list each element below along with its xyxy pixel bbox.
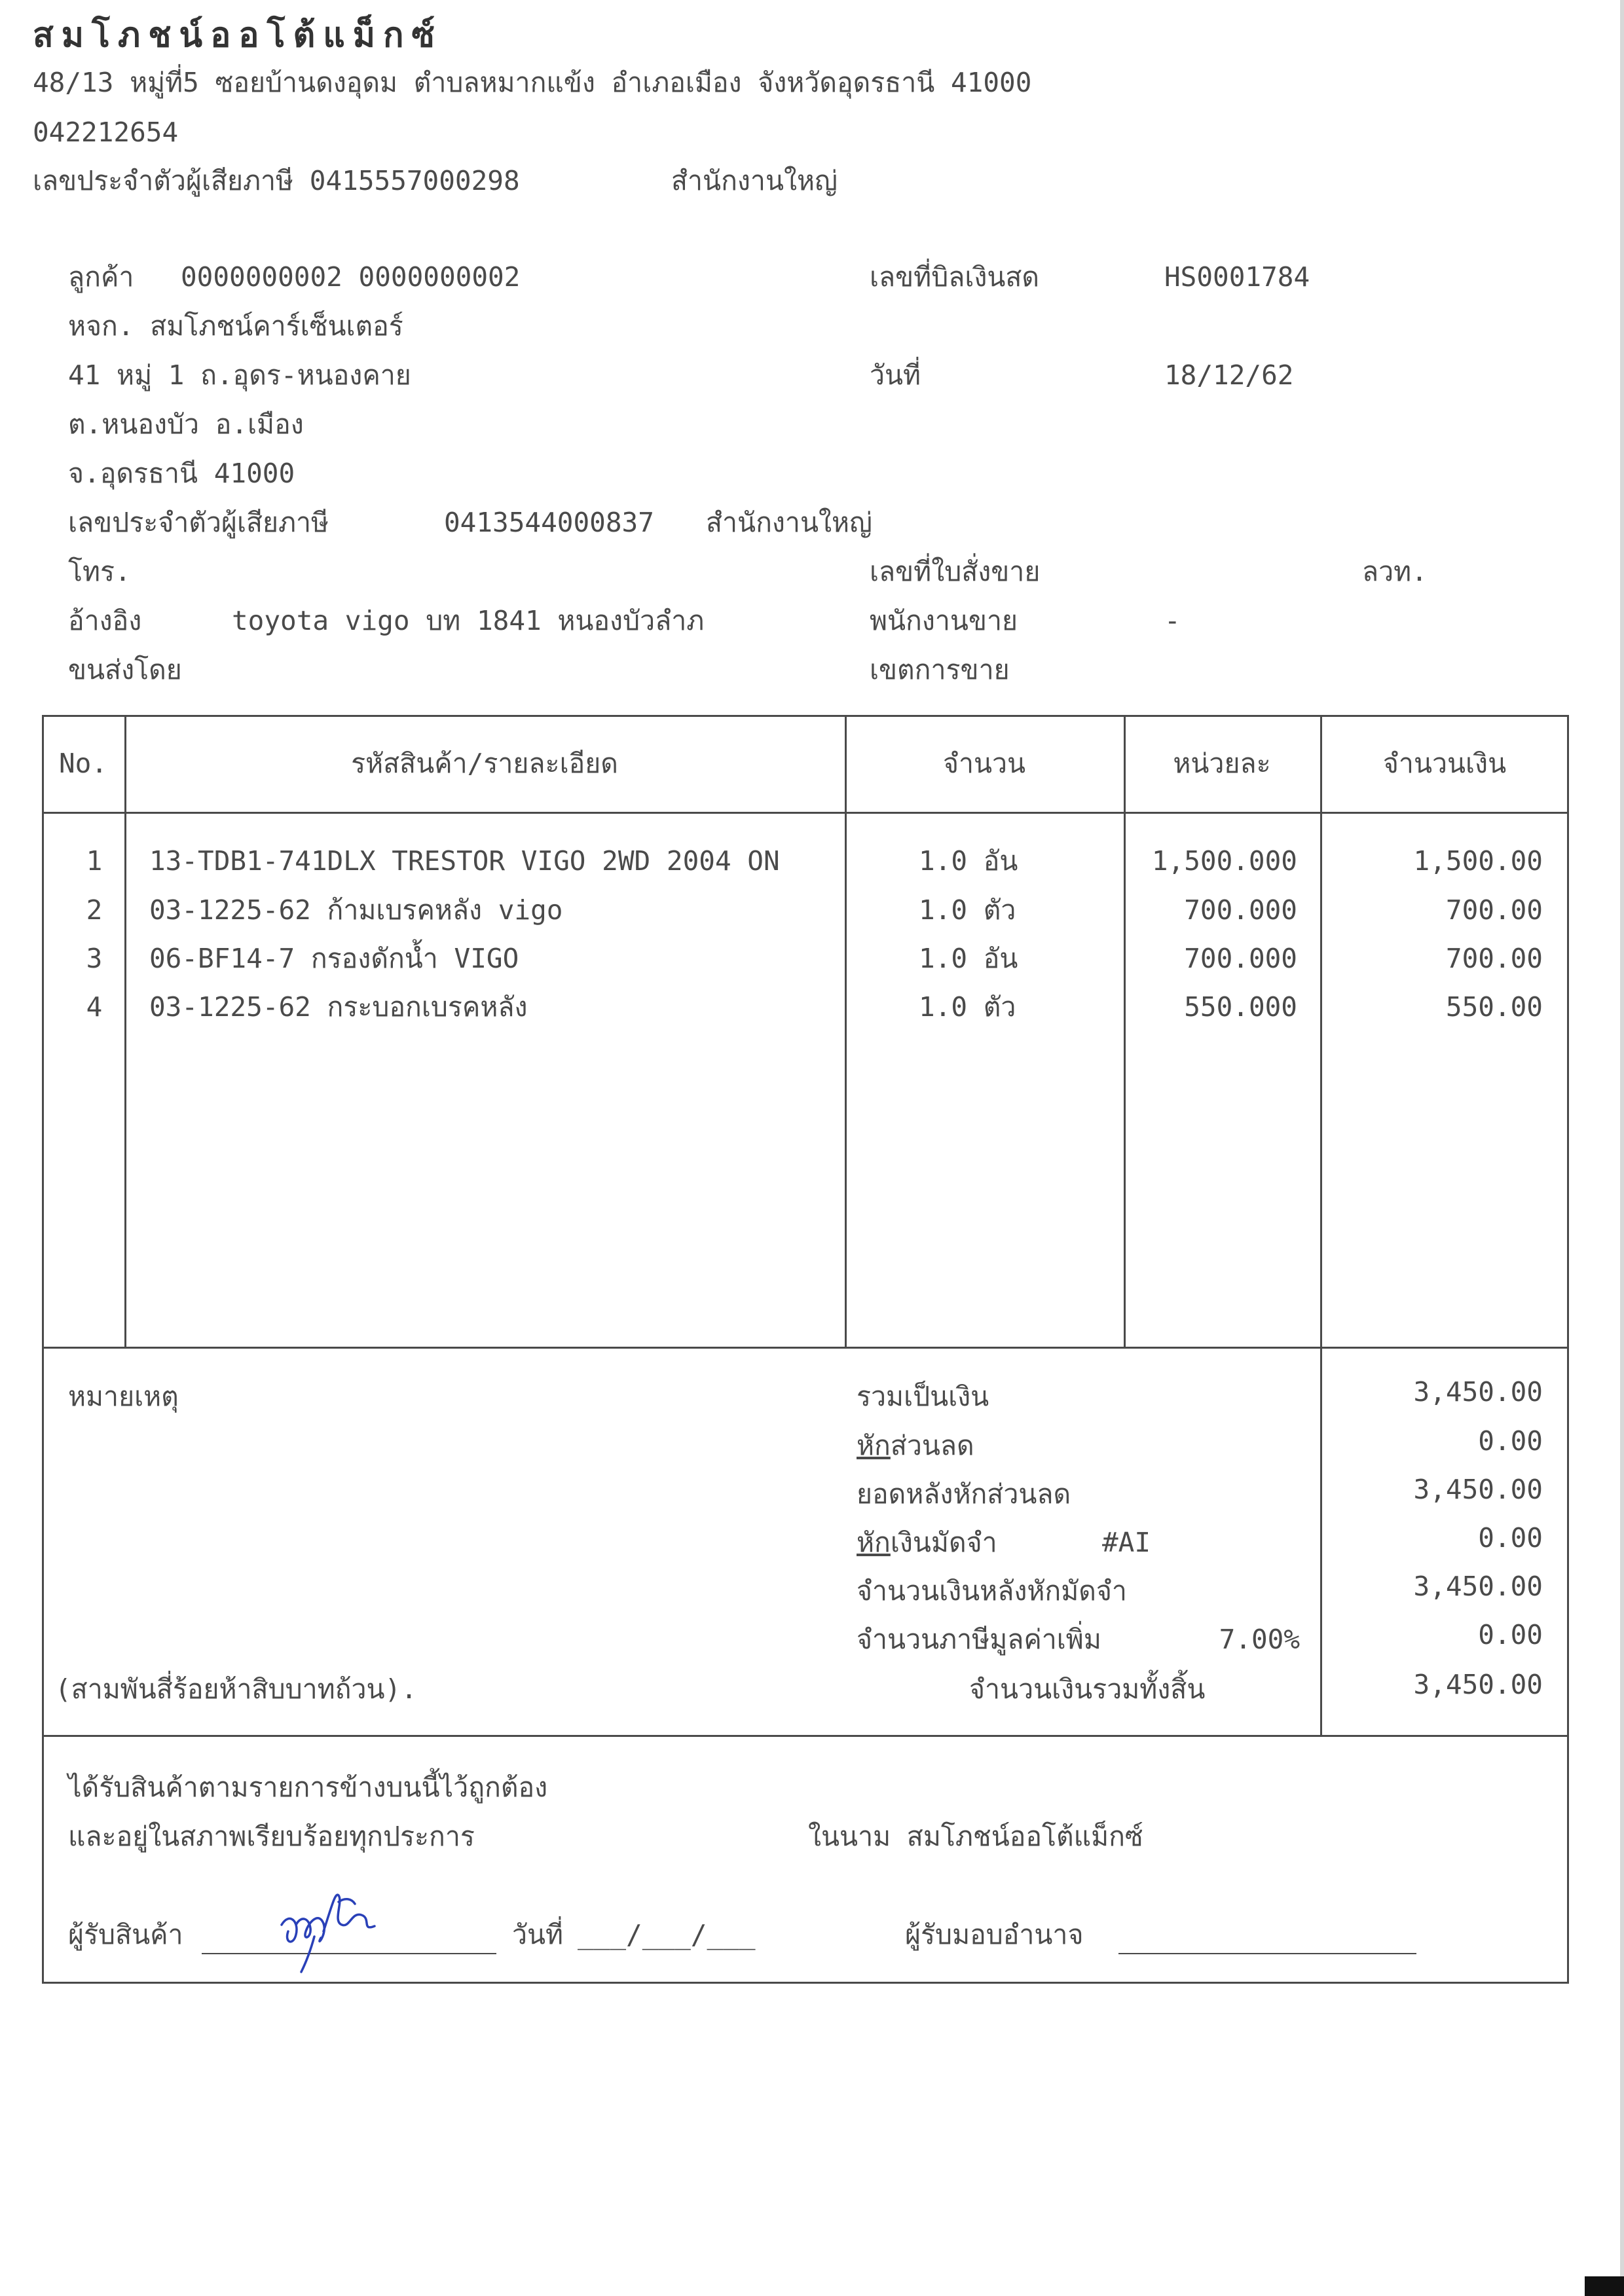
table-row-quantity: 1.0 ตัว <box>919 894 1016 926</box>
customer-address-2: ต.หนองบัว อ.เมือง <box>68 409 304 440</box>
col-divider-1 <box>124 715 126 1347</box>
customer-taxid: 0413544000837 <box>444 507 654 538</box>
deposit-label-prefix: หัก <box>857 1527 891 1558</box>
table-row-unit-price: 1,500.000 <box>1151 845 1297 877</box>
header-divider <box>42 812 1569 814</box>
receiver-label: ผู้รับสินค้า <box>68 1919 183 1950</box>
grand-total-value: 3,450.00 <box>1413 1669 1543 1700</box>
after-discount-value: 3,450.00 <box>1413 1474 1543 1505</box>
discount-label <box>857 1432 974 1459</box>
header-quantity: จำนวน <box>942 748 1026 779</box>
table-row-no: 3 <box>86 943 103 974</box>
sales-order-label: เลขที่ใบสั่งขาย <box>870 556 1041 587</box>
deposit-label-suffix: เงินมัดจำ <box>890 1527 997 1558</box>
table-row-no: 1 <box>86 845 103 877</box>
handwritten-signature <box>270 1886 388 1974</box>
bill-date-label: วันที่ <box>870 359 921 391</box>
bill-number-label: เลขที่บิลเงินสด <box>870 261 1040 293</box>
table-row-amount: 700.00 <box>1445 894 1543 926</box>
salesman-value: - <box>1164 605 1181 636</box>
customer-address-1: 41 หมู่ 1 ถ.อุดร-หนองคาย <box>68 359 411 391</box>
subtotal-label: รวมเป็นเงิน <box>857 1381 989 1412</box>
shop-taxid: เลขประจำตัวผู้เสียภาษี 0415557000298 <box>33 165 520 196</box>
discount-label-suffix: ส่วนลด <box>890 1430 974 1461</box>
table-row-description: 06-BF14-7 กรองดักน้ำ VIGO <box>149 943 519 974</box>
receive-date-label: วันที่ <box>512 1919 564 1950</box>
shipping-label: ขนส่งโดย <box>68 654 182 685</box>
scan-edge <box>1620 0 1624 2296</box>
table-row-description: 03-1225-62 ก้ามเบรคหลัง vigo <box>149 894 563 926</box>
table-row-description: 03-1225-62 กระบอกเบรคหลัง <box>149 991 528 1023</box>
discount-value: 0.00 <box>1478 1425 1543 1457</box>
vat-label: จำนวนภาษีมูลค่าเพิ่ม <box>857 1624 1101 1655</box>
deposit-code: #AI <box>1102 1527 1151 1558</box>
customer-code: 0000000002 0000000002 <box>181 261 521 293</box>
table-row-description: 13-TDB1-741DLX TRESTOR VIGO 2WD 2004 ON <box>149 845 780 877</box>
customer-phone-label: โทร. <box>68 556 131 587</box>
reference-label: อ้างอิง <box>68 605 142 636</box>
deposit-value: 0.00 <box>1478 1522 1543 1554</box>
header-description: รหัสสินค้า/รายละเอียด <box>351 748 618 779</box>
deposit-label <box>857 1529 997 1556</box>
receipt-confirmation-line-1: ได้รับสินค้าตามรายการข้างบนนี้ไว้ถูกต้อง <box>68 1772 548 1803</box>
table-row-no: 2 <box>86 894 103 926</box>
after-deposit-value: 3,450.00 <box>1413 1571 1543 1602</box>
summary-bottom-divider <box>42 1735 1569 1737</box>
reference-value: toyota vigo บท 1841 หนองบัวลำภ <box>232 605 705 636</box>
bill-number: HS0001784 <box>1164 261 1310 293</box>
salesman-label: พนักงานขาย <box>870 605 1018 636</box>
table-row-no: 4 <box>86 991 103 1023</box>
header-amount: จำนวนเงิน <box>1382 748 1507 779</box>
customer-taxid-label: เลขประจำตัวผู้เสียภาษี <box>68 507 329 538</box>
shop-phone: 042212654 <box>33 117 179 148</box>
table-row-amount: 550.00 <box>1445 991 1543 1023</box>
grand-total-label: จำนวนเงินรวมทั้งสิ้น <box>969 1673 1206 1705</box>
remark-label: หมายเหตุ <box>68 1381 179 1412</box>
on-behalf-of: ในนาม สมโภชน์ออโต้แม็กซ์ <box>808 1821 1143 1852</box>
table-row-quantity: 1.0 อัน <box>919 943 1018 974</box>
table-row-unit-price: 700.000 <box>1184 943 1297 974</box>
table-row-quantity: 1.0 อัน <box>919 845 1018 877</box>
col-divider-3 <box>1124 715 1126 1347</box>
receive-date-blank: ___/___/___ <box>578 1919 756 1950</box>
shop-branch: สำนักงานใหญ่ <box>671 165 838 196</box>
shop-address: 48/13 หมู่ที่5 ซอยบ้านดงอุดม ตำบลหมากแข้ง อำเภอเมือง จังหวัดอุดรธานี 41000 <box>33 67 1032 98</box>
scan-corner-mark <box>1585 2276 1624 2296</box>
bill-date: 18/12/62 <box>1164 359 1294 391</box>
items-bottom-divider <box>42 1347 1569 1349</box>
receipt-confirmation-line-2: และอยู่ในสภาพเรียบร้อยทุกประการ <box>68 1821 475 1852</box>
table-row-amount: 700.00 <box>1445 943 1543 974</box>
table-row-unit-price: 550.000 <box>1184 991 1297 1023</box>
customer-name: หจก. สมโภชน์คาร์เซ็นเตอร์ <box>68 310 403 342</box>
authorized-label: ผู้รับมอบอำนาจ <box>905 1919 1084 1950</box>
customer-address-3: จ.อุดรธานี 41000 <box>68 458 295 489</box>
col-divider-2 <box>845 715 847 1347</box>
authorized-signature-line <box>1118 1953 1416 1954</box>
vat-rate: 7.00% <box>1219 1624 1300 1655</box>
vat-value: 0.00 <box>1478 1619 1543 1650</box>
customer-label: ลูกค้า <box>68 261 134 293</box>
table-row-amount: 1,500.00 <box>1413 845 1543 877</box>
discount-label-prefix: หัก <box>857 1430 891 1461</box>
amount-in-words: (สามพันสี่ร้อยห้าสิบบาทถ้วน). <box>55 1673 417 1705</box>
sales-order-extra: ลวท. <box>1362 556 1428 587</box>
sales-area-label: เขตการขาย <box>870 654 1010 685</box>
after-deposit-label: จำนวนเงินหลังหักมัดจำ <box>857 1575 1127 1607</box>
shop-name: สมโภชน์ออโต้แม็กซ์ <box>33 16 443 55</box>
header-unit-price: หน่วยละ <box>1173 748 1271 779</box>
subtotal-value: 3,450.00 <box>1413 1376 1543 1408</box>
customer-branch: สำนักงานใหญ่ <box>706 507 872 538</box>
header-no: No. <box>58 748 108 779</box>
table-row-unit-price: 700.000 <box>1184 894 1297 926</box>
after-discount-label: ยอดหลังหักส่วนลด <box>857 1478 1071 1510</box>
table-row-quantity: 1.0 ตัว <box>919 991 1016 1023</box>
